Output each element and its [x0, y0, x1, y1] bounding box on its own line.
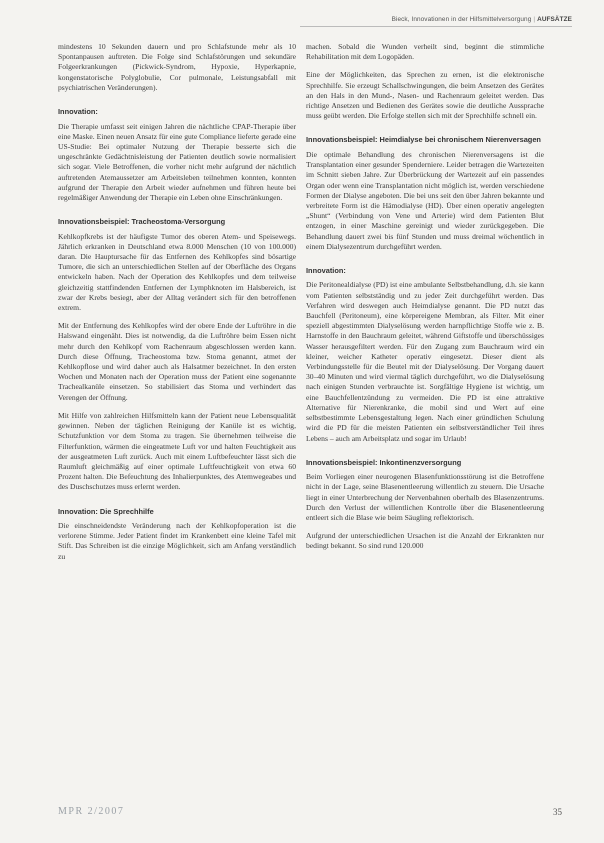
section-heading: Innovationsbeispiel: Inkontinenzversorgung — [306, 457, 462, 467]
paragraph: Die einschneidendste Veränderung nach der Kehlkopfoperation ist die verlorene Stimme. Jeder Patient findet im Krankenbett eine kleine Tafel mit Stift. Das Schreiben ist die einzige Möglichkeit, sich am Anfang verständlich zu — [58, 521, 296, 561]
section-heading: Innovation: Die Sprechhilfe — [58, 506, 154, 516]
paragraph: Die Therapie umfasst seit einigen Jahren die nächtliche CPAP-Therapie über eine Maske. Einen neuen Ansatz für eine gute Compliance lieferte gerade eine US-Studie: Bei optimaler Nutzung der Therapie besserte sich die ungeschränkte Gedächtnisleistung der Patienten deutlich sowie normalisiert sich sogar. Viele Betroffenen, die vorher nicht mehr aufgrund der nächtlich auftretenden Atemaussetzer am Arbeitsleben teilnehmen konnten, konnten aufgrund der Therapie den Arbeit wieder aufnehmen und führen heute bei regelmäßiger Anwendung der Therapie ein Leben ohne Einschränkungen. — [58, 121, 296, 202]
paragraph: machen. Sobald die Wunden verheilt sind, beginnt die stimmliche Rehabilitation mit dem Logopäden. — [306, 42, 544, 62]
left-column — [58, 42, 296, 570]
paragraph: Kehlkopfkrebs ist der häufigste Tumor des oberen Atem- und Speisewegs. Jährlich erkranken in Deutschland etwa 8.000 Menschen (10 von 100.000) daran. Die Hauptursache für das Entfernen des Kehlkopfes sind bösartige Tumore, die sich an unterschiedlichen Stellen auf der Oberfläche des Organs entwickeln haben. Nach der Operation des Kehlkopfes und dem teilweise gleichzeitig stattfindenden Entfernen der Lymphknoten im Halsbereich, ist zwar der Krebs besiegt, aber der Alltag verändert sich für den betroffenen extrem. — [58, 231, 296, 313]
journal-label: MPR 2/2007 — [58, 806, 125, 817]
section-label: AUFSÄTZE — [537, 16, 572, 23]
section-heading: Innovationsbeispiel: Heimdialyse bei chronischem Nierenversagen — [306, 135, 541, 145]
page-number: 35 — [553, 807, 562, 817]
right-column — [306, 42, 544, 560]
paragraph: Beim Vorliegen einer neurogenen Blasenfunktionsstörung ist die Betroffene nicht in der Lage, seine Blasenentleerung willentlich zu steuern. Die Ursache liegt in einer Unterbrechung der Nervenbahnen oberhalb des Blasenzentrums. Durch den Verlust der willentlichen Kontrolle über die Blasenentleerung entleert sich die Blase wie beim Säugling reflektorisch. — [306, 472, 544, 523]
paragraph: Mit Hilfe von zahlreichen Hilfsmitteln kann der Patient neue Lebensqualität gewinnen. Neben der täglichen Reinigung der Kanüle ist es wichtig, Schutzfunktion vor dem Stoma zu tragen. Sie übernehmen teilweise die Filterfunktion, wärmen die eingeatmete Luft vor und halten Feuchtigkeit aus der ausgeatmeten Luft zurück. Auch mit einem Luftbefeuchter lässt sich die Raumluft gleichmäßig auf einer optimale Luftfeuchtigkeit von etwa 60 Prozent halten. Die Befeuchtung des Inhalierpunktes, des Atemwegeabes und des Duschschutzes muss erlernt werden. — [58, 410, 296, 492]
running-header — [300, 16, 572, 27]
section-heading: Innovation: — [58, 107, 98, 117]
paragraph: mindestens 10 Sekunden dauern und pro Schlafstunde mehr als 10 Spontanpausen auftreten. Die Folge sind Schlafstörungen und sekundäre Folgeerkrankungen (Pickwick-Syndrom, Hypoxie, Hyperkapnie, kongenstatorische Polyglobulie, Cor pulmonale, Leistungsabfall mit psychiatrischen Veränderungen). — [58, 42, 296, 92]
section-heading: Innovationsbeispiel: Tracheostoma-Versorgung — [58, 217, 226, 227]
section-heading: Innovation: — [306, 265, 346, 275]
paragraph: Aufgrund der unterschiedlichen Ursachen ist die Anzahl der Erkrankten nur bedingt bekannt. So sind rund 120.000 — [306, 531, 544, 551]
paragraph: Mit der Entfernung des Kehlkopfes wird der obere Ende der Luftröhre in die Halswand eingenäht. Dies ist notwendig, da die Luftröhre beim Essen nicht mehr durch den Kehlkopf vom Rachenraum abgeschlossen werden kann. Durch diese Öffnung, Tracheostoma bzw. Stoma genannt, atmet der Kehlkopflose und wird daher auch als Halsatmer bezeichnet. In den ersten Wochen und Monaten nach der Operation muss der Patient eine sogenannte Trachealkanüle einsetzen. So stabilisiert das Stoma und verhindert das Verengen der Öffnung. — [58, 321, 296, 402]
paragraph: Die Peritonealdialyse (PD) ist eine ambulante Selbstbehandlung, d.h. sie kann vom Patienten selbstständig und zu jeder Zeit durchgeführt werden. Das Verfahren wird deswegen auch Heimdialyse genannt. Die PD nutzt das Bauchfell (Peritoneum), eine körpereigene Membran, als Filter. Mit einer speziell abgestimmten Dialyselösung werden harnpflichtige Stoffe wie z. B. Harnstoffe in den Bauchraum geleitet, während Giftstoffe und überschüssiges Wasser herausgefiltert werden. Für den Zugang zum Bauchraum wird ein kleiner, weicher Katheter operativ eingesetzt. Dieser dient als Verbindungsstelle für die Beutel mit der Dialyselösung. Der Vorgang dauert 30–40 Minuten und wird viermal täglich durchgeführt, wo die Dialyselösung nach einigen Stunden verbrauchte ist. Sorgfältige Hygiene ist wichtig, um eine Bauchfellentzündung zu vermeiden. Die PD ist eine attraktive Alternative für Nierenkranke, die mobil sind und Wert auf eine selbstbestimmte Lebensgestaltung legen. Nach einer gründlichen Schulung wird die PD für die meisten Patienten ein selbstverständlicher Teil ihres Lebens – auch am Arbeitsplatz und sogar im Urlaub! — [306, 280, 544, 443]
paragraph: Eine der Möglichkeiten, das Sprechen zu ernen, ist die elektronische Sprechhilfe. Sie erzeugt Schallschwingungen, die beim Ansetzen des Gerätes an den Hals in den Mund-, Nasen- und Rachenraum geleitet werden. Das richtige Ansetzen und Bedienen des Gerätes sowie die deutliche Aussprache muss geübt werden. Die Erfolge stellen sich mit der Sprechhilfe schnell ein. — [306, 70, 544, 121]
header-separator: | — [533, 16, 536, 23]
running-head-text: Bieck, Innovationen in der Hilfsmittelversorgung — [391, 16, 532, 23]
paragraph: Die optimale Behandlung des chronischen Nierenversagens ist die Transplantation einer gesunder Spenderniere. Leider betragen die Wartezeiten im Schnitt sieben Jahre. Zur Überbrückung der Wartezeit auf ein passendes Organ oder wenn eine Transplantation nicht möglich ist, werden verschiedene Formen der Dialyse angeboten. Die bei uns seit den über Jahren bekannte und verbreitete Form ist die Hämodialyse (HD). Über einen operativ angelegten „Shunt“ (Verbindung von Vene und Arterie) wird dem Patienten Blut entzogen, in einer Maschine gereinigt und wieder zurückgegeben. Die Behandlung dauert zwei bis fünf Stunden und muss dreimal wöchentlich in einem Dialysezentrum durchgeführt werden. — [306, 149, 544, 251]
